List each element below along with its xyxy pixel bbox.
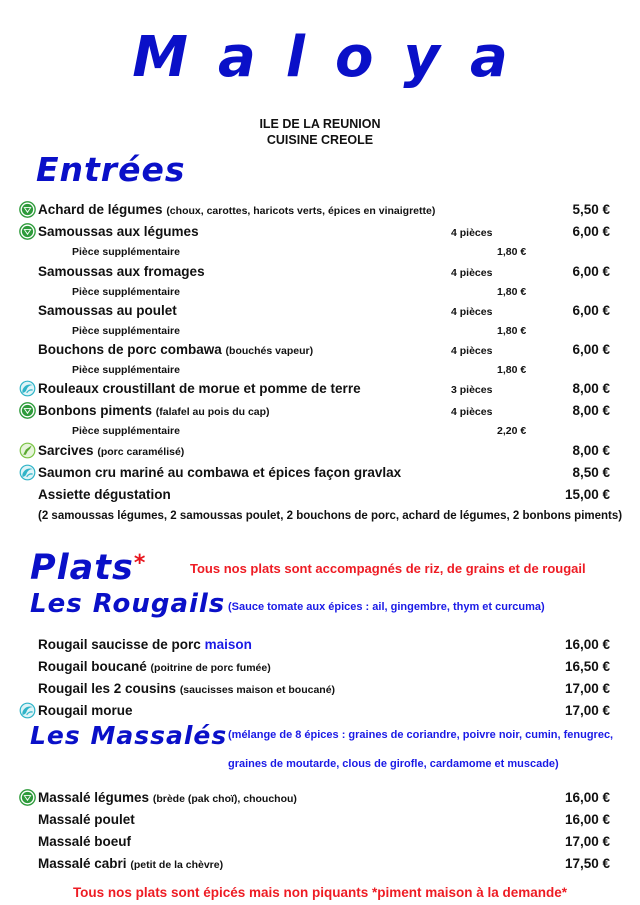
extra-piece-row xyxy=(0,422,640,440)
item-note: (bouchés vapeur) xyxy=(225,345,314,357)
item-price: 6,00 € xyxy=(572,303,610,318)
item-name: Samoussas au poulet xyxy=(38,303,177,318)
item-price: 6,00 € xyxy=(572,342,610,357)
plats-title-text: Plats xyxy=(30,548,134,588)
item-name: Rougail saucisse de porc xyxy=(38,637,201,652)
item-price: 8,00 € xyxy=(572,381,610,396)
item-name: Massalé poulet xyxy=(38,812,135,827)
item-quantity: 4 pièces xyxy=(451,306,493,318)
menu-item xyxy=(0,261,640,283)
rougails-note: (Sauce tomate aux épices : ail, gingembre, thym et curcuma) xyxy=(228,601,545,613)
subtitle-location: ILE DE LA REUNION xyxy=(259,117,381,131)
item-price: 6,00 € xyxy=(572,224,610,239)
item-note: (porc caramélisé) xyxy=(97,446,185,458)
fish-icon xyxy=(19,380,36,397)
item-price: 17,00 € xyxy=(564,681,610,696)
menu-item xyxy=(0,809,640,831)
item-name: Bouchons de porc combawa xyxy=(38,342,222,357)
extra-piece-price: 1,80 € xyxy=(497,325,527,337)
item-price: 16,00 € xyxy=(564,637,610,652)
menu-item xyxy=(0,221,640,243)
menu-item xyxy=(0,787,640,809)
extra-piece-price: 1,80 € xyxy=(497,364,527,376)
vegetarian-icon xyxy=(19,201,36,218)
menu-item xyxy=(0,634,640,656)
item-name: Rougail boucané xyxy=(38,659,147,674)
item-price: 15,00 € xyxy=(564,487,610,502)
item-name: Achard de légumes xyxy=(38,202,163,217)
menu-item xyxy=(0,484,640,506)
item-note: (brède (pak choï), chouchou) xyxy=(152,793,297,805)
extra-piece-price: 1,80 € xyxy=(497,246,527,258)
menu-item xyxy=(0,678,640,700)
item-name: Assiette dégustation xyxy=(38,487,171,502)
footer-spice-note: Tous nos plats sont épicés mais non piquants *piment maison à la demande* xyxy=(72,885,568,900)
item-quantity: 4 pièces xyxy=(451,345,493,357)
fish-icon xyxy=(19,464,36,481)
item-price: 8,00 € xyxy=(572,403,610,418)
item-quantity: 4 pièces xyxy=(451,267,493,279)
subtitle-cuisine: CUISINE CREOLE xyxy=(266,133,374,147)
item-note: (petit de la chèvre) xyxy=(130,859,224,871)
item-highlight: maison xyxy=(204,637,252,652)
item-price: 6,00 € xyxy=(572,264,610,279)
extra-piece-row xyxy=(0,322,640,340)
item-price: 8,00 € xyxy=(572,443,610,458)
item-name: Bonbons piments xyxy=(38,403,152,418)
item-price: 16,00 € xyxy=(564,812,610,827)
item-quantity: 4 pièces xyxy=(451,227,493,239)
item-name: Rougail morue xyxy=(38,703,133,718)
extra-piece-price: 1,80 € xyxy=(497,286,527,298)
plats-accompaniment-note: Tous nos plats sont accompagnés de riz, de grains et de rougail xyxy=(190,561,586,576)
item-name: Massalé légumes xyxy=(38,790,150,805)
item-note: (choux, carottes, haricots verts, épices en vinaigrette) xyxy=(166,205,436,217)
item-price: 8,50 € xyxy=(572,465,610,480)
extra-piece-label: Pièce supplémentaire xyxy=(72,286,180,298)
item-price: 5,50 € xyxy=(572,202,610,217)
item-name: Samoussas aux fromages xyxy=(38,264,205,279)
item-name: Saumon cru mariné au combawa et épices façon gravlax xyxy=(38,465,402,480)
menu-item xyxy=(0,853,640,875)
assiette-description: (2 samoussas légumes, 2 samoussas poulet, 2 bouchons de porc, achard de légumes, 2 bonbons piments) xyxy=(38,510,623,522)
item-price: 16,50 € xyxy=(564,659,610,674)
massales-note-line1: (mélange de 8 épices : graines de coriandre, poivre noir, cumin, fenugrec, xyxy=(228,729,614,741)
item-price: 17,00 € xyxy=(564,703,610,718)
item-name: Samoussas aux légumes xyxy=(38,224,199,239)
extra-piece-label: Pièce supplémentaire xyxy=(72,246,180,258)
vegetarian-icon xyxy=(19,223,36,240)
item-price: 17,00 € xyxy=(564,834,610,849)
fish-icon xyxy=(19,702,36,719)
section-title-rougails: Les Rougails xyxy=(30,589,226,619)
menu-item xyxy=(0,400,640,422)
menu-item xyxy=(0,831,640,853)
item-name: Rouleaux croustillant de morue et pomme de terre xyxy=(38,381,361,396)
item-note: (saucisses maison et boucané) xyxy=(179,684,336,696)
menu-item xyxy=(0,462,640,484)
item-name: Rougail les 2 cousins xyxy=(38,681,177,696)
item-name: Massalé cabri xyxy=(38,856,127,871)
extra-piece-row xyxy=(0,243,640,261)
item-name: Sarcives xyxy=(38,443,94,458)
menu-item xyxy=(0,440,640,462)
extra-piece-label: Pièce supplémentaire xyxy=(72,364,180,376)
item-price: 17,50 € xyxy=(564,856,610,871)
extra-piece-label: Pièce supplémentaire xyxy=(72,425,180,437)
menu-item xyxy=(0,656,640,678)
item-name: Massalé boeuf xyxy=(38,834,132,849)
vegetarian-icon xyxy=(19,789,36,806)
pork-icon xyxy=(19,442,36,459)
extra-piece-row xyxy=(0,361,640,379)
item-note: (poitrine de porc fumée) xyxy=(150,662,271,674)
extra-piece-label: Pièce supplémentaire xyxy=(72,325,180,337)
extra-piece-price: 2,20 € xyxy=(497,425,527,437)
extra-piece-row xyxy=(0,283,640,301)
menu-item xyxy=(0,300,640,322)
item-quantity: 4 pièces xyxy=(451,406,493,418)
restaurant-name: Maloya xyxy=(132,25,538,90)
section-title-plats xyxy=(30,546,146,590)
vegetarian-icon xyxy=(19,402,36,419)
massales-note-line2: graines de moutarde, clous de girofle, cardamome et muscade) xyxy=(228,758,559,770)
menu-item xyxy=(0,339,640,361)
section-title-massales: Les Massalés xyxy=(30,721,228,750)
section-title-entrees: Entrées xyxy=(36,150,186,189)
item-price: 16,00 € xyxy=(564,790,610,805)
menu-item xyxy=(0,378,640,400)
item-note: (falafel au pois du cap) xyxy=(155,406,270,418)
item-quantity: 3 pièces xyxy=(451,384,493,396)
menu-item xyxy=(0,199,640,221)
asterisk-mark: * xyxy=(133,551,147,576)
